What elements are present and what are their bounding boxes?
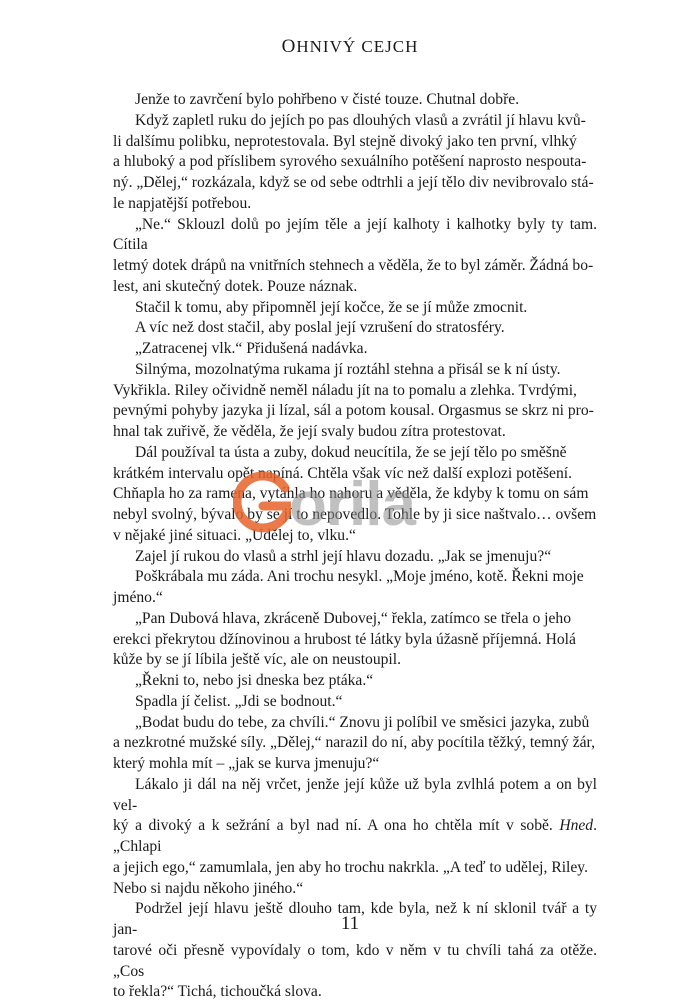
paragraph: „Pan Dubová hlava, zkráceně Dubovej,“ řekla, zatímco se třela o jeho erekci překrytou džínovinou a hrubost té látky byla úžasně příjemná. Holá kůže by se jí líbila ještě víc, ale on neustoupil. (113, 609, 576, 669)
paragraph-hned (113, 775, 597, 900)
running-header (0, 36, 700, 58)
paragraph: Jenže to zavrčení bylo pohřbeno v čisté touze. Chutnal dobře. (135, 91, 520, 108)
hned-italic: Hned (559, 817, 594, 835)
page-body (113, 90, 597, 1003)
paragraph: Dál používal ta ústa a zuby, dokud neucítila, že se její tělo po směšně krátkém intervalu opět napíná. Chtěla však víc než další explozi potěšení. Chňapla ho za ramena, vytáhla ho nahoru a věděla, že kdyby k tomu on sám nebyl svolný, bývalo by se jí to nepovedlo. Tohle by ji sice naštvalo… ovšem v nějaké jiné situaci. „Udělej to, vlku.“ (113, 443, 597, 544)
paragraph: Silnýma, mozolnatýma rukama jí roztáhl stehna a přisál se k ní ústy. Vykřikla. Riley očividně neměl náladu jít na to pomalu a zlehka. Tvrdými, pevnými pohyby jazyka ji lízal, sál a potom kousal. Orgasmus se skrz ni pro- hnal tak zuřivě, že věděla, že její svaly budou zítra protestovat. (113, 360, 594, 440)
paragraph: Zajel jí rukou do vlasů a strhl její hlavu dozadu. „Jak se jmenuju?“ (135, 547, 552, 565)
paragraph: „Bodat budu do tebe, za chvíli.“ Znovu ji políbil ve směsici jazyka, zubů a nezkrotné mužské síly. „Dělej,“ narazil do ní, aby pocítila těžký, temný žár, který mohla mít – „jak se kurva jmenuju?“ (113, 713, 596, 772)
paragraph: „Ne.“ Sklouzl dolů po jejím těle a její kalhoty i kalhotky byly ty tam. Cítila letmý dotek drápů na vnitřních stehnech a věděla, že to byl záměr. Žádná bo- lest, ani skutečný dotek. Pouze náznak. (113, 215, 597, 295)
header-rest: HNIVÝ CEJCH (296, 37, 419, 56)
paragraph-last: Podržel její hlavu ještě dlouho tam, kde byla, než k ní sklonil tvář a ty jan- tarové oči přesně vypovídaly o tom, kdo v něm v tu chvíli tahá za otěže. „Cos to řekla?“ Tichá, tichoučká slova. (113, 900, 597, 1001)
paragraph: „Zatracenej vlk.“ Přidušená nadávka. (135, 340, 368, 357)
paragraph: Stačil k tomu, aby připomněl její kočce, že se jí může zmocnit. (135, 298, 528, 316)
page-number: 11 (340, 913, 360, 934)
header-initial: O (281, 36, 297, 57)
paragraph: Poškrábala mu záda. Ani trochu nesykl. „Moje jméno, kotě. Řekni moje jméno.“ (113, 568, 584, 606)
watermark-text: orila (289, 470, 415, 539)
paragraph: A víc než dost stačil, aby poslal její vzrušení do stratosféry. (135, 319, 505, 337)
paragraph: Spadla jí čelist. „Jdi se bodnout.“ (135, 692, 343, 710)
hned-after: . „Chlapi a jejich ego,“ zamumlala, jen aby ho trochu nakrkla. „A teď to udělej, Riley. Nebo si najdu někoho jiného.“ (113, 817, 597, 897)
hned-before: Lákalo ji dál na něj vrčet, jenže její kůže už byla zvlhlá potem a on byl vel- ký a divoký a k sežrání a byl nad ní. A ona ho chtěla mít v sobě. (113, 775, 597, 835)
paragraph: „Řekni to, nebo jsi dneska bez ptáka.“ (135, 672, 374, 689)
paragraph: Když zapletl ruku do jejích po pas dlouhých vlasů a zvrátil jí hlavu kvů- li dalšímu polibku, neprotestovala. Byl stejně divoký jako ten první, vlhký a hluboký a pod příslibem syrového sexuálního potěšení naprosto nespouta- ný. „Dělej,“ rozkázala, když se od sebe odtrhli a její tělo div nevibrovalo stá- le napjatější potřebou. (113, 111, 594, 212)
